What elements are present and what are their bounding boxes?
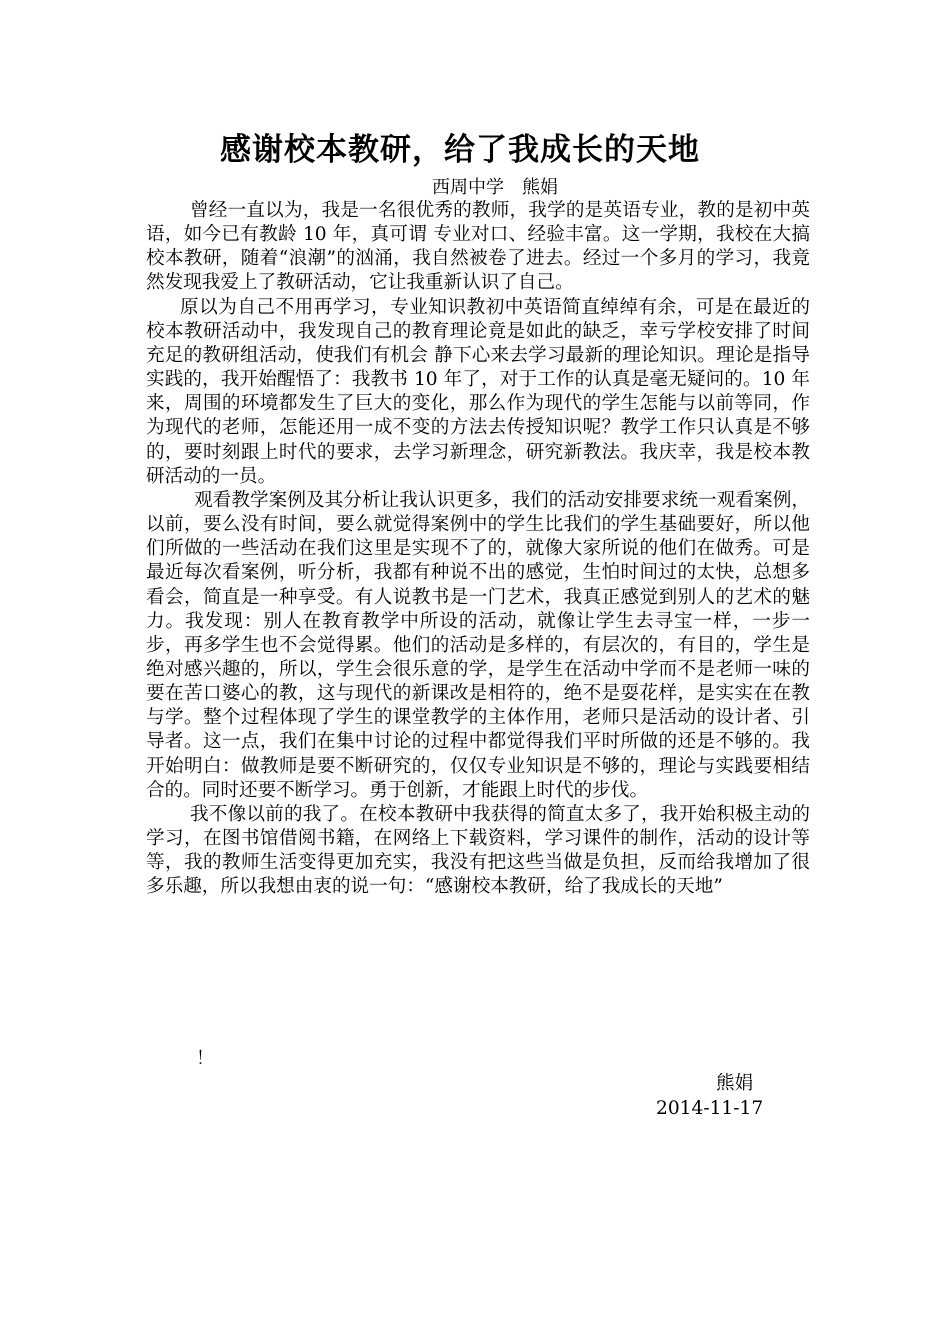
signature-date: 2014-11-17 (656, 1098, 764, 1119)
author-byline: 西周中学 熊娟 (432, 177, 558, 198)
closing-exclamation: ！ (196, 1048, 214, 1069)
paragraph-3: 观看教学案例及其分析让我认识更多，我们的活动安排要求统一观看案例，以前，要么没有时间，要么就觉得案例中的学生比我们的学生基础要好，所以他们所做的一些活动在我们这里是实现不了的，就像大家所说的他们在做秀。可是最近每次看案例，听分析，我都有种说不出的感觉，生怕时间过的太快，总想多看会，简直是一种享受。有人说教书是一门艺术，我真正感觉到别人的艺术的魅力。我发现：别人在教育教学中所设的活动，就像让学生去寻宝一样，一步一步，再多学生也不会觉得累。他们的活动是多样的，有层次的，有目的，学生是绝对感兴趣的，所以，学生会很乐意的学，是学生在活动中学而不是老师一味的要在苦口婆心的教，这与现代的新课改是相符的，绝不是耍花样，是实实在在教与学。整个过程体现了学生的课堂教学的主体作用，老师只是活动的设计者、引导者。这一点，我们在集中讨论的过程中都觉得我们平时所做的还是不够的。我开始明白：做教师是要不断研究的，仅仅专业知识是不够的，理论与实践要相结合的。同时还要不断学习。勇于创新，才能跟上时代的步伐。 (146, 489, 810, 801)
paragraph-2: 原以为自己不用再学习，专业知识教初中英语简直绰绰有余，可是在最近的校本教研活动中，我发现自己的教育理论竟是如此的缺乏，幸亏学校安排了时间充足的教研组活动，使我们有机会 静下心来去学习最新的理论知识。理论是指导实践的，我开始醒悟了：我教书 10 年了，对于工作的认真是毫无疑问的。10 年来，周围的环境都发生了巨大的变化，那么作为现代的学生怎能与以前等同，作为现代的老师，怎能还用一成不变的方法去传授知识呢？教学工作只认真是不够的，要时刻跟上时代的要求，去学习新理念，研究新教法。我庆幸，我是校本教研活动的一员。 (146, 296, 810, 487)
paragraph-1: 曾经一直以为，我是一名很优秀的教师，我学的是英语专业，教的是初中英语，如今已有教龄 10 年，真可谓 专业对口、经验丰富。这一学期，我校在大搞校本教研，随着“浪潮”的汹涌，我自然被卷了进去。经过一个多月的学习，我竟然发现我爱上了教研活动，它让我重新认识了自己。 (146, 200, 810, 294)
signature-name: 熊娟 (716, 1073, 754, 1094)
document-title: 感谢校本教研，给了我成长的天地 (220, 132, 700, 168)
paragraph-4: 我不像以前的我了。在校本教研中我获得的简直太多了，我开始积极主动的学习，在图书馆借阅书籍，在网络上下载资料，学习课件的制作，活动的设计等等，我的教师生活变得更加充实，我没有把这些当做是负担，反而给我增加了很多乐趣，所以我想由衷的说一句：“感谢校本教研，给了我成长的天地” (146, 803, 810, 898)
document-body (146, 199, 810, 900)
